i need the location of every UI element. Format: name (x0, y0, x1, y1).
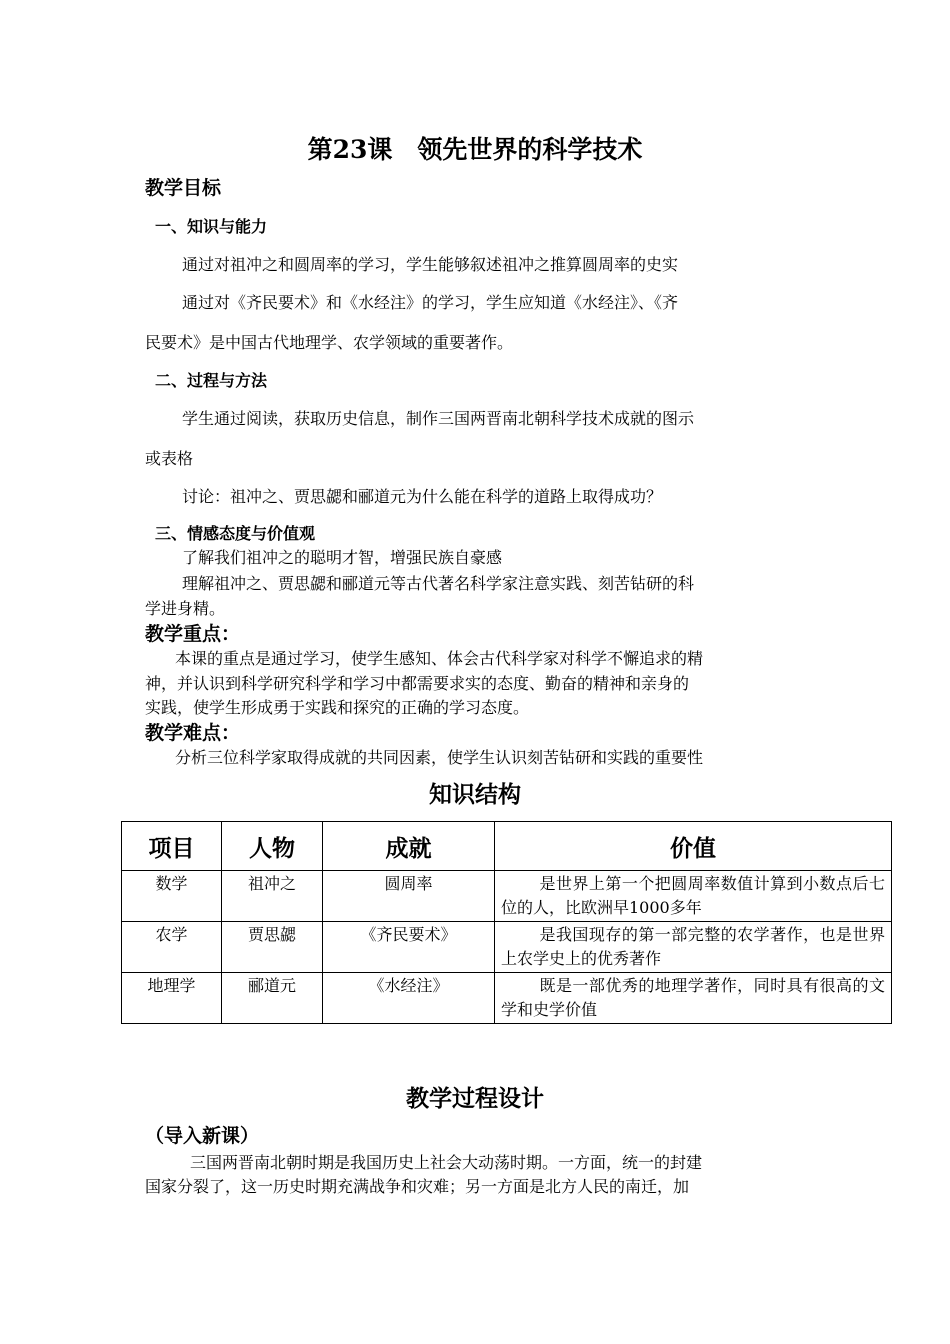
cell-achievement: 圆周率 (323, 871, 495, 922)
emotion-paragraph-1: 了解我们祖冲之的聪明才智，增强民族自豪感 (182, 548, 503, 567)
cell-value-text: 既是一部优秀的地理学著作，同时具有很高的文学和史学价值 (501, 976, 885, 1019)
table-row (122, 871, 892, 922)
cell-field: 地理学 (122, 973, 222, 1024)
cell-field: 数学 (122, 871, 222, 922)
cell-field: 农学 (122, 922, 222, 973)
cell-achievement: 《齐民要术》 (323, 922, 495, 973)
process-design-heading: 教学过程设计 (406, 1085, 544, 1112)
difficulties-heading: 教学难点： (145, 722, 241, 744)
table-row (122, 922, 892, 973)
knowledge-structure-heading: 知识结构 (429, 781, 521, 808)
knowledge-structure-table (121, 821, 892, 1024)
cell-value (495, 871, 892, 922)
cell-person: 郦道元 (222, 973, 323, 1024)
header-field: 项目 (122, 822, 222, 871)
intro-heading: （导入新课） (145, 1125, 260, 1147)
key-points-heading: 教学重点： (145, 623, 241, 645)
process-paragraph-2: 讨论：祖冲之、贾思勰和郦道元为什么能在科学的道路上取得成功？ (182, 487, 663, 506)
key-points-line-1: 本课的重点是通过学习，使学生感知、体会古代科学家对科学不懈追求的精 (175, 649, 704, 668)
key-points-line-2: 神，并认识到科学研究科学和学习中都需要求实的态度、勤奋的精神和亲身的 (145, 674, 690, 693)
process-paragraph-1-line-1: 学生通过阅读，获取历史信息，制作三国两晋南北朝科学技术成就的图示 (182, 409, 695, 428)
cell-person: 祖冲之 (222, 871, 323, 922)
emotion-paragraph-2-line-2: 学进身精。 (145, 599, 226, 618)
cell-value-text: 是世界上第一个把圆周率数值计算到小数点后七位的人，比欧洲早1000多年 (501, 874, 885, 917)
cell-achievement: 《水经注》 (323, 973, 495, 1024)
cell-value (495, 973, 892, 1024)
header-achievement: 成就 (323, 822, 495, 871)
objectives-heading: 教学目标 (145, 177, 222, 199)
header-person: 人物 (222, 822, 323, 871)
knowledge-paragraph-1: 通过对祖冲之和圆周率的学习，学生能够叙述祖冲之推算圆周率的史实 (182, 255, 679, 274)
knowledge-paragraph-2-line-2: 民要术》是中国古代地理学、农学领域的重要著作。 (145, 333, 514, 352)
emotion-heading: 三、情感态度与价值观 (155, 524, 316, 543)
process-paragraph-1-line-2: 或表格 (145, 449, 194, 468)
cell-person: 贾思勰 (222, 922, 323, 973)
knowledge-paragraph-2-line-1: 通过对《齐民要术》和《水经注》的学习，学生应知道《水经注》、《齐 (182, 293, 679, 312)
table-row (122, 973, 892, 1024)
page-title: 第23课 领先世界的科学技术 (307, 135, 643, 164)
key-points-line-3: 实践，使学生形成勇于实践和探究的正确的学习态度。 (145, 698, 530, 717)
cell-value (495, 922, 892, 973)
header-value: 价值 (495, 822, 892, 871)
process-heading: 二、过程与方法 (155, 371, 268, 390)
difficulties-line-1: 分析三位科学家取得成就的共同因素，使学生认识刻苦钻研和实践的重要性 (175, 748, 704, 767)
emotion-paragraph-2-line-1: 理解祖冲之、贾思勰和郦道元等古代著名科学家注意实践、刻苦钻研的科 (182, 574, 695, 593)
knowledge-heading: 一、知识与能力 (155, 217, 268, 236)
table-header-row (122, 822, 892, 871)
cell-value-text: 是我国现存的第一部完整的农学著作，也是世界上农学史上的优秀著作 (501, 925, 885, 968)
intro-line-2: 国家分裂了，这一历史时期充满战争和灾难；另一方面是北方人民的南迁，加 (145, 1177, 690, 1196)
intro-line-1: 三国两晋南北朝时期是我国历史上社会大动荡时期。一方面，统一的封建 (190, 1153, 703, 1172)
